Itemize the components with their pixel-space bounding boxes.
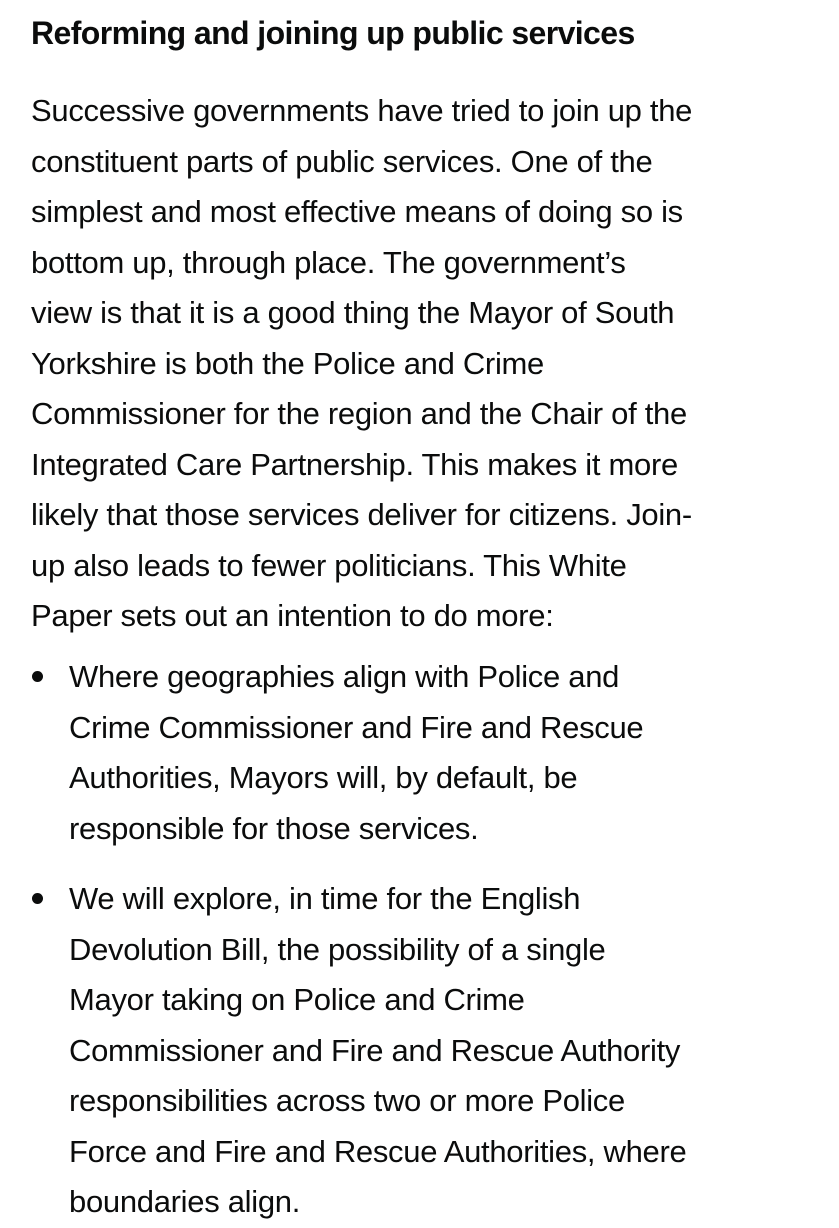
paragraph-line: Paper sets out an intention to do more: [31,598,554,633]
list-item-line: responsibilities across two or more Police [69,1083,625,1118]
list-item-line: boundaries align. [69,1184,301,1219]
list-item-line: Mayor taking on Police and Crime [69,982,525,1017]
list-item-line: Commissioner and Fire and Rescue Authority [69,1032,681,1068]
list-item-line: responsible for those services. [69,810,479,846]
paragraph-line: Integrated Care Partnership. This makes it more [31,446,678,482]
list-item-line: Force and Fire and Rescue Authorities, where [69,1133,687,1169]
list-item [31,652,821,854]
bullet-icon [32,671,43,682]
section-heading: Reforming and joining up public services [31,15,635,51]
paragraph-line: view is that it is a good thing the Mayor of South [31,295,675,330]
paragraph-line: likely that those services deliver for citizens. Join- [31,497,692,532]
paragraph-line: simplest and most effective means of doing so is [31,194,683,229]
bullet-icon [32,893,43,904]
intro-paragraph [31,86,821,642]
list-item-line: We will explore, in time for the English [69,881,581,916]
list-item-line: Devolution Bill, the possibility of a single [69,931,606,967]
paragraph-line: Commissioner for the region and the Chair of the [31,396,687,431]
paragraph-line: Yorkshire is both the Police and Crime [31,345,544,381]
bullet-list [31,652,821,1228]
paragraph-line: bottom up, through place. The government’s [31,244,626,280]
paragraph-line: constituent parts of public services. One of the [31,143,653,179]
list-item-line: Where geographies align with Police and [69,659,620,694]
list-item [31,874,821,1228]
list-item-line: Crime Commissioner and Fire and Rescue [69,709,644,745]
paragraph-line: Successive governments have tried to join up the [31,93,693,128]
list-item-line: Authorities, Mayors will, by default, be [69,760,578,795]
paragraph-line: up also leads to fewer politicians. This White [31,547,627,583]
